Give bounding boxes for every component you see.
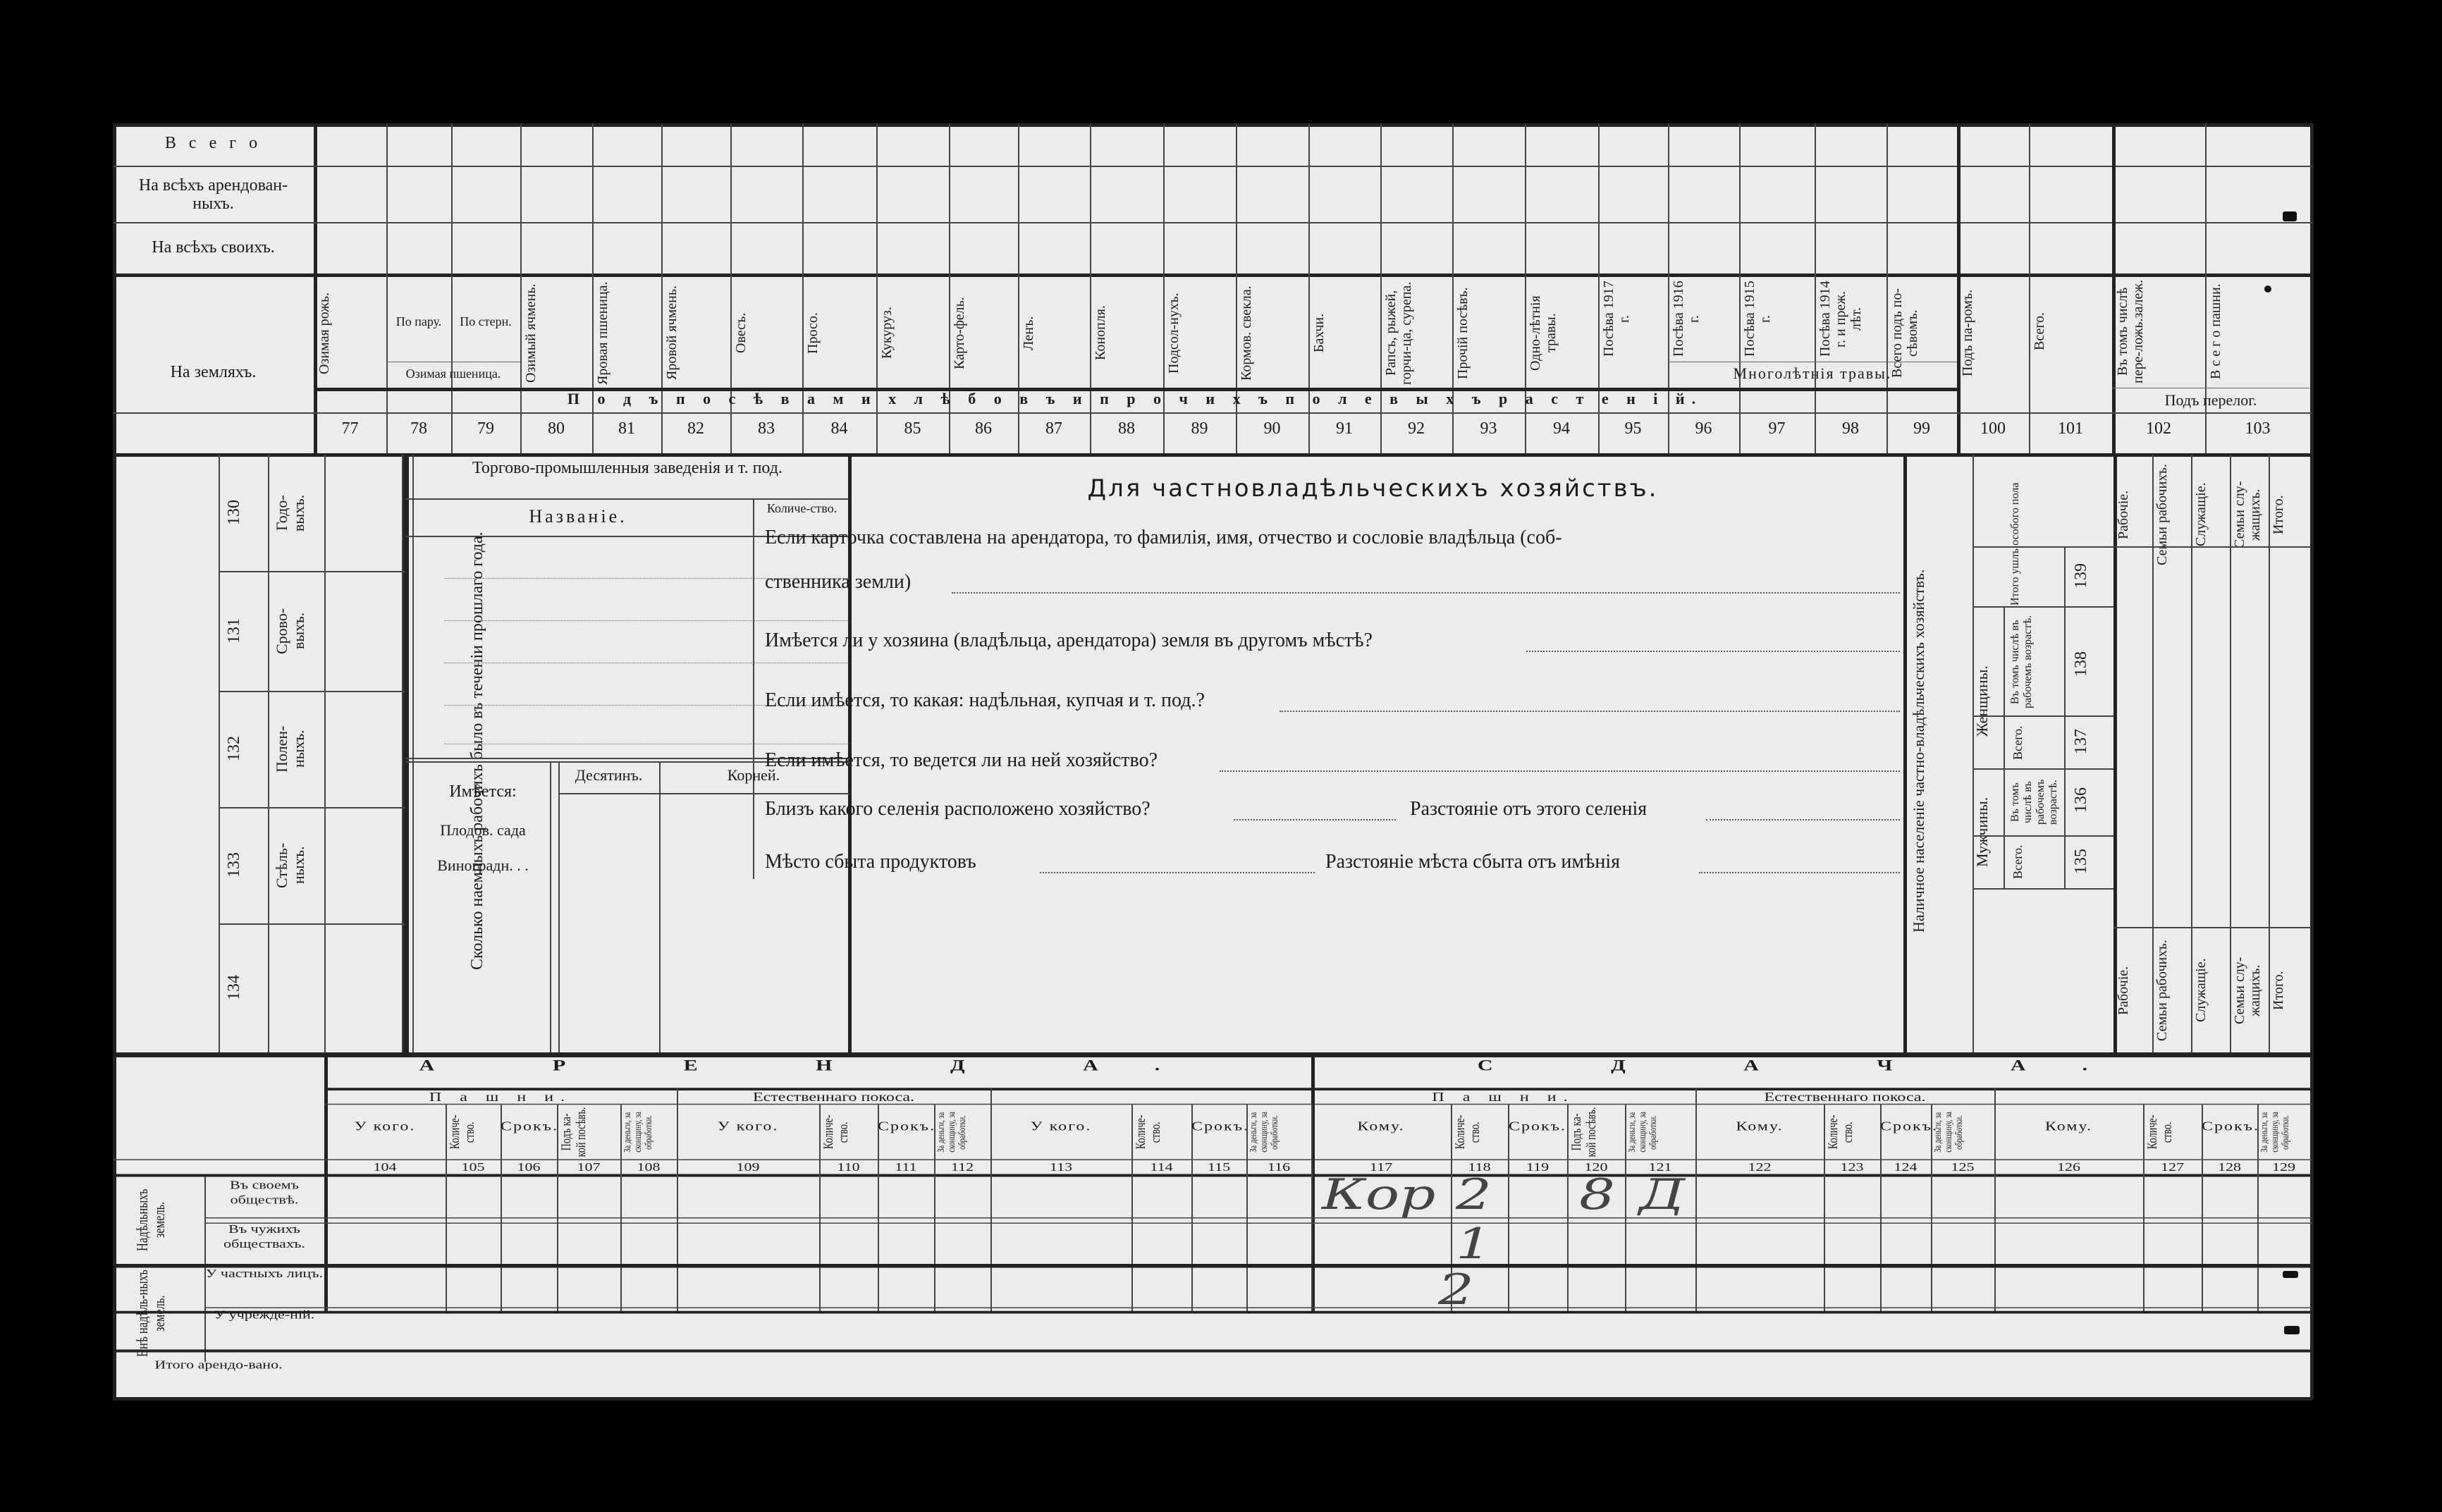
divider: [1246, 1104, 1248, 1313]
col-num-139: 139: [2072, 563, 2090, 589]
population-label: Наличное населенiе частно-владѣльческихъ хозяйствъ.: [1910, 569, 1927, 933]
col-num-81: 81: [618, 419, 635, 438]
col-num-136: 136: [2072, 787, 2090, 813]
col-num-95: 95: [1624, 419, 1642, 438]
col-label-96: Посѣва 1916 г.: [1671, 281, 1702, 357]
divider: [501, 1104, 502, 1313]
arenda-col-label-119: Срокъ.: [1508, 1119, 1567, 1133]
divider: [113, 1264, 2312, 1267]
arenda-arable-header: П а ш н и.: [429, 1090, 572, 1105]
trade-qty-header: Количе-ство.: [766, 501, 837, 515]
question-owner: Если карточка составлена на арендатора, то фамилiя, имя, отчество и сословiе владѣльца (соб-: [765, 527, 1562, 548]
punch-mark: [2283, 1271, 2298, 1278]
divider: [324, 455, 326, 1052]
col-label-90: Кормов. свекла.: [1239, 285, 1254, 381]
arenda-col-num-121: 121: [1648, 1160, 1672, 1174]
col-label-103: В с е г о пашни.: [2208, 283, 2223, 379]
arenda-col-label-108: За деньги, за сконщину, за обработки.: [622, 1112, 654, 1153]
arenda-col-num-122: 122: [1748, 1160, 1772, 1174]
col-label-97: Посѣва 1915 г.: [1742, 281, 1773, 357]
question-owner-cont: ственника земли): [765, 571, 912, 593]
divider: [1695, 1104, 1697, 1313]
col-num-97: 97: [1768, 419, 1786, 438]
divider: [557, 1104, 558, 1313]
divider: [558, 761, 560, 1052]
col-label-80: Озимый ячмень.: [523, 283, 539, 383]
right-col-label-bottom-3: Семьи слу-жащихъ.: [2232, 957, 2263, 1024]
divider: [446, 1104, 447, 1313]
private-farms-title: Для частновладѣльческихъ хозяйствъ.: [1087, 474, 1659, 503]
col-num-90: 90: [1263, 419, 1281, 438]
col-label-78: По пару.: [395, 314, 442, 328]
livestock-label-130: Годо- выхъ.: [273, 494, 307, 531]
divider: [1567, 1104, 1569, 1313]
col-label-92: Рапсъ, рыжей, горчи-ца, сурепа.: [1383, 281, 1414, 385]
vineyard-label: Виноградн. . .: [437, 856, 529, 874]
livestock-label-134: [274, 930, 319, 1045]
col-label-83: Овесъ.: [733, 312, 749, 354]
col-num-83: 83: [758, 419, 775, 438]
answer-line: [1526, 651, 1900, 652]
divider: [1625, 1104, 1626, 1313]
divider: [412, 455, 414, 1052]
col-label-93: Прочiй посѣвъ.: [1455, 287, 1471, 379]
divider: [113, 1311, 2312, 1314]
punch-mark: [2284, 1326, 2300, 1334]
divider: [2257, 1104, 2259, 1313]
col-label-100: Подъ па-ромъ.: [1960, 289, 1975, 377]
punch-mark: [2264, 285, 2271, 293]
col-num-98: 98: [1842, 419, 1859, 438]
divider: [113, 123, 2312, 127]
arenda-col-num-111: 111: [895, 1160, 917, 1174]
row-institutions: У учрежде-нiй.: [214, 1308, 315, 1321]
divider: [1191, 1104, 1193, 1313]
divider: [2029, 123, 2030, 453]
sdacha-header: С Д А Ч А.: [1477, 1057, 2145, 1074]
arenda-col-label-114: Количе-ство.: [1134, 1114, 1163, 1150]
handwriting-crop: Д: [1639, 1169, 1686, 1219]
divider: [2269, 455, 2270, 1052]
divider: [1972, 768, 2113, 770]
arenda-col-label-113: У кого.: [1030, 1119, 1092, 1133]
arenda-col-num-120: 120: [1584, 1160, 1608, 1174]
col-label-86: Карто-фель.: [952, 297, 967, 369]
livestock-label-131: Срово- выхъ.: [273, 608, 307, 654]
col-num-85: 85: [904, 419, 921, 438]
arenda-col-label-125: За деньги, за сконщину, за обработки.: [1933, 1112, 1965, 1153]
divider: [677, 1104, 678, 1313]
col-num-135: 135: [2072, 849, 2090, 875]
divider: [1931, 1104, 1932, 1313]
vne-group-label: Внѣ надѣль-ныхъ земель.: [133, 1270, 168, 1358]
divider: [2113, 927, 2311, 928]
divider: [204, 1217, 2312, 1219]
right-col-label-top-0: Рабочiе.: [2116, 490, 2131, 539]
women-total-label: Всего.: [2011, 725, 2025, 761]
arenda-col-label-105: Количе-ство.: [448, 1114, 477, 1150]
question-other-land: Имѣется ли у хозяина (владѣльца, арендатора) земля въ другомъ мѣстѣ?: [765, 629, 1373, 651]
right-col-label-bottom-0: Рабочiе.: [2116, 966, 2131, 1015]
divider: [2064, 546, 2066, 888]
divider: [2113, 546, 2311, 548]
arenda-col-num-113: 113: [1049, 1160, 1073, 1174]
total-by-sex-label: Итого ушлъ особого пола: [2009, 482, 2021, 606]
arenda-col-num-125: 125: [1951, 1160, 1975, 1174]
col-label-84: Просо.: [805, 312, 821, 354]
trade-name-header: Названiе.: [529, 506, 627, 527]
sdacha-meadow-header: Естественнаго покоса.: [1764, 1090, 1926, 1105]
arenda-col-num-127: 127: [2161, 1160, 2184, 1174]
punch-mark: [2283, 211, 2297, 221]
divider: [405, 455, 409, 1052]
divider: [1311, 1104, 1313, 1313]
arenda-col-num-126: 126: [2057, 1160, 2080, 1174]
col-label-82: Яровой ячмень.: [664, 285, 680, 381]
col-num-102: 102: [2146, 419, 2171, 438]
livestock-num-131: 131: [225, 618, 243, 644]
divider: [219, 455, 220, 1052]
col-num-79: 79: [477, 419, 494, 438]
arenda-col-num-104: 104: [373, 1160, 397, 1174]
livestock-num-130: 130: [225, 500, 243, 526]
sdacha-arable-header: П а ш н и.: [1432, 1090, 1575, 1105]
livestock-num-134: 134: [225, 975, 243, 1001]
divider: [1880, 1104, 1882, 1313]
divider: [550, 761, 551, 1052]
group-perennial-grasses: Многолѣтнiя травы.: [1733, 364, 1892, 382]
arenda-col-num-106: 106: [517, 1160, 541, 1174]
arenda-col-num-109: 109: [736, 1160, 760, 1174]
divider: [2202, 1104, 2203, 1313]
divider: [219, 807, 405, 809]
question-market-distance: Разстоянiе мѣста сбыта отъ имѣнiя: [1325, 851, 1620, 873]
row-private-persons: У частныхъ лицъ.: [205, 1266, 324, 1280]
question-village-distance: Разстоянiе отъ этого селенiя: [1410, 798, 1648, 820]
arenda-col-label-112: За деньги, за сконщину, за обработки.: [936, 1112, 968, 1153]
arenda-col-num-110: 110: [837, 1160, 860, 1174]
divider: [444, 620, 849, 621]
group-winter-wheat: Озимая пшеница.: [405, 367, 501, 381]
arenda-col-num-118: 118: [1468, 1160, 1491, 1174]
col-label-101: Всего.: [2032, 312, 2047, 351]
right-col-label-bottom-4: Итого.: [2271, 971, 2286, 1010]
hired-workers-label: Сколько наемныхъ рабочихъ было въ теченiи прошлаго года.: [468, 531, 486, 970]
col-label-79: По стерн.: [460, 314, 512, 328]
roots-header: Корней.: [727, 766, 780, 784]
desyatin-header: Десятинъ.: [575, 766, 643, 784]
col-num-82: 82: [687, 419, 704, 438]
divider: [113, 166, 2312, 167]
arenda-header: А Р Е Н Д А.: [419, 1057, 1217, 1074]
divider: [558, 793, 849, 794]
col-num-92: 92: [1408, 419, 1425, 438]
men-label: Мужчины.: [1973, 797, 1991, 867]
divider: [2004, 606, 2005, 888]
handwriting-term: 8: [1579, 1169, 1615, 1219]
divider: [219, 571, 405, 572]
arenda-col-num-115: 115: [1207, 1160, 1231, 1174]
arenda-col-label-128: Срокъ.: [2202, 1119, 2260, 1133]
right-col-label-top-3: Семьи слу-жащихъ.: [2232, 481, 2263, 548]
col-label-87: Ленъ.: [1021, 316, 1036, 350]
men-total-label: Всего.: [2011, 844, 2025, 880]
row-label-rented: На всѣхъ арендован- ныхъ.: [138, 176, 288, 213]
divider: [402, 455, 403, 1052]
row-label-total: В с е г о: [164, 134, 262, 152]
livestock-label-133: Стѣль- ныхъ.: [273, 842, 307, 888]
arenda-col-label-116: За деньги, за сконщину, за обработки.: [1248, 1112, 1280, 1153]
row-label-lands: На земляхъ.: [170, 363, 257, 381]
arenda-col-label-109: У кого.: [717, 1119, 779, 1133]
col-label-102: Въ томъ числѣ пере-ложь.залеж.: [2115, 279, 2146, 383]
women-working-label: Въ томъ числѣ въ рабочемъ возрастѣ.: [2009, 615, 2034, 709]
divider: [113, 1350, 2312, 1353]
divider: [620, 1104, 622, 1313]
divider: [2191, 455, 2192, 1052]
arenda-col-label-124: Срокъ.: [1880, 1119, 1939, 1133]
arenda-col-label-107: Подъ ка-кой посѣвъ.: [559, 1107, 589, 1157]
arenda-col-label-120: Подъ ка-кой посѣвъ.: [1569, 1107, 1599, 1157]
arenda-col-num-124: 124: [1894, 1160, 1918, 1174]
col-num-137: 137: [2072, 729, 2090, 755]
answer-line: [1280, 711, 1900, 712]
women-label: Женщины.: [1973, 665, 1991, 737]
divider: [2310, 123, 2314, 1399]
divider: [990, 1104, 992, 1313]
col-num-99: 99: [1913, 419, 1930, 438]
col-num-138: 138: [2072, 651, 2090, 677]
right-col-label-bottom-1: Семьи рабочихъ.: [2154, 940, 2170, 1041]
col-label-95: Посѣва 1917 г.: [1601, 281, 1632, 357]
answer-line: [1706, 819, 1900, 820]
handwriting-qty: 2 1: [1456, 1169, 1527, 1268]
row-other-communities: Въ чужихъ обществахъ.: [223, 1222, 305, 1250]
arenda-col-num-116: 116: [1267, 1160, 1291, 1174]
census-card: [113, 123, 2312, 1399]
answer-line: [1040, 872, 1315, 873]
divider: [219, 923, 405, 925]
livestock-num-132: 132: [225, 736, 243, 762]
trade-header: Торгово-промышленныя заведенiя и т. под.: [472, 459, 783, 477]
divider: [1972, 888, 2113, 890]
divider: [659, 761, 661, 1052]
col-label-77: Озимая рожь.: [317, 292, 332, 374]
col-num-77: 77: [341, 419, 359, 438]
arenda-col-num-105: 105: [461, 1160, 485, 1174]
arenda-col-label-129: За деньги, за сконщину, за обработки.: [2259, 1112, 2291, 1153]
divider: [753, 498, 754, 879]
question-nearest-village: Близъ какого селенiя расположено хозяйство?: [765, 798, 1151, 820]
divider: [1972, 606, 2113, 608]
col-label-99: Всего подъ по-сѣвомъ.: [1889, 288, 1920, 379]
arenda-col-label-122: Кому.: [1736, 1119, 1784, 1133]
arenda-col-label-127: Количе-ство.: [2145, 1114, 2175, 1150]
handwriting-who: Кор: [1322, 1169, 1436, 1219]
divider: [113, 273, 2312, 277]
divider: [2152, 455, 2154, 1052]
col-num-100: 100: [1980, 419, 2006, 438]
right-col-label-top-2: Служащiе.: [2193, 482, 2209, 547]
divider: [113, 453, 2312, 457]
arenda-col-num-119: 119: [1526, 1160, 1550, 1174]
group-fallow: Подъ перелог.: [2164, 391, 2257, 409]
row-own-community: Въ своемъ обществѣ.: [230, 1178, 299, 1207]
col-label-89: Подсол-нухъ.: [1166, 293, 1182, 374]
arenda-col-num-129: 129: [2272, 1160, 2295, 1174]
question-market: Мѣсто сбыта продуктовъ: [765, 851, 976, 873]
divider: [113, 123, 116, 1399]
col-num-96: 96: [1695, 419, 1712, 438]
arenda-col-num-123: 123: [1840, 1160, 1864, 1174]
divider: [878, 1104, 879, 1313]
divider: [405, 498, 849, 500]
men-working-label: Въ томъ числѣ въ рабочемъ возрастѣ.: [2009, 779, 2059, 825]
divider: [268, 455, 269, 1052]
divider: [1131, 1104, 1133, 1313]
divider: [1994, 1104, 1996, 1313]
col-num-91: 91: [1336, 419, 1353, 438]
col-num-80: 80: [548, 419, 565, 438]
arenda-col-label-123: Количе-ство.: [1826, 1114, 1855, 1150]
answer-line: [1699, 872, 1900, 873]
arenda-col-num-112: 112: [950, 1160, 974, 1174]
col-num-101: 101: [2058, 419, 2083, 438]
col-num-86: 86: [975, 419, 992, 438]
arenda-col-num-128: 128: [2218, 1160, 2241, 1174]
answer-line: [952, 592, 1900, 594]
col-num-94: 94: [1553, 419, 1570, 438]
col-num-88: 88: [1118, 419, 1135, 438]
col-label-94: Одно-лѣтнiя травы.: [1528, 295, 1559, 371]
divider: [204, 1308, 2312, 1309]
col-num-84: 84: [830, 419, 848, 438]
answer-line: [1220, 770, 1900, 772]
arenda-col-label-111: Срокъ.: [878, 1119, 936, 1133]
livestock-label-132: Полен- ныхъ.: [273, 725, 307, 773]
answer-line: [1234, 819, 1396, 820]
divider: [2143, 1104, 2145, 1313]
arenda-col-num-114: 114: [1150, 1160, 1173, 1174]
divider: [219, 691, 405, 692]
divider: [2230, 455, 2231, 1052]
arenda-meadow-header: Естественнаго покоса.: [752, 1090, 915, 1105]
row-label-own: На всѣхъ своихъ.: [152, 238, 275, 257]
arenda-col-label-126: Кому.: [2044, 1119, 2093, 1133]
sown-area-band: П о д ъ п о с ѣ в а м и х л ѣ б о в ъ и п р о ч и х ъ п о л е в ы х ъ р а с т е н i й.: [567, 390, 1703, 407]
livestock-num-133: 133: [225, 852, 243, 878]
arenda-col-label-117: Кому.: [1357, 1119, 1405, 1133]
col-label-98: Посѣва 1914 г. и преж. лѣт.: [1817, 281, 1864, 357]
col-num-78: 78: [410, 419, 427, 438]
col-label-81: Яровая пшеница.: [595, 281, 610, 385]
arenda-col-label-110: Количе-ство.: [821, 1114, 851, 1150]
arenda-col-num-107: 107: [577, 1160, 601, 1174]
question-land-type: Если имѣется, то какая: надѣльная, купчая и т. под.?: [765, 689, 1205, 711]
arenda-col-label-118: Количе-ство.: [1453, 1114, 1483, 1150]
arenda-col-label-115: Срокъ.: [1191, 1119, 1250, 1133]
question-farming: Если имѣется, то ведется ли на ней хозяйство?: [765, 749, 1158, 771]
arenda-col-num-108: 108: [637, 1160, 661, 1174]
col-num-93: 93: [1480, 419, 1497, 438]
col-num-87: 87: [1045, 419, 1062, 438]
col-label-88: Конопля.: [1093, 305, 1108, 361]
right-col-label-top-1: Семьи рабочихъ.: [2154, 464, 2170, 565]
divider: [113, 1397, 2312, 1401]
right-col-label-top-4: Итого.: [2271, 495, 2286, 534]
has-label: Имѣется:: [449, 782, 517, 801]
orchard-label: Плодов. сада: [440, 821, 526, 839]
arenda-col-label-104: У кого.: [354, 1119, 416, 1133]
arenda-col-label-106: Срокъ.: [501, 1119, 559, 1133]
divider: [113, 412, 2312, 414]
col-label-91: Бахчи.: [1311, 313, 1327, 353]
col-num-89: 89: [1191, 419, 1208, 438]
divider: [819, 1104, 821, 1313]
row-total-rented: Итого арендо-вано.: [154, 1358, 283, 1372]
arenda-col-label-121: За деньги, за сконщину, за обработки.: [1627, 1112, 1659, 1153]
divider: [934, 1104, 935, 1313]
divider: [1903, 455, 1907, 1052]
divider: [113, 222, 2312, 223]
handwriting-total: 2: [1438, 1265, 1474, 1315]
col-label-85: Кукуруз.: [879, 307, 895, 359]
divider: [1824, 1104, 1825, 1313]
nadel-group-label: Надѣльныхъ земель.: [133, 1188, 168, 1251]
right-col-label-bottom-2: Служащiе.: [2193, 958, 2209, 1023]
arenda-col-num-117: 117: [1369, 1160, 1393, 1174]
col-num-103: 103: [2245, 419, 2271, 438]
divider: [113, 1174, 2312, 1177]
divider: [204, 1223, 2312, 1224]
